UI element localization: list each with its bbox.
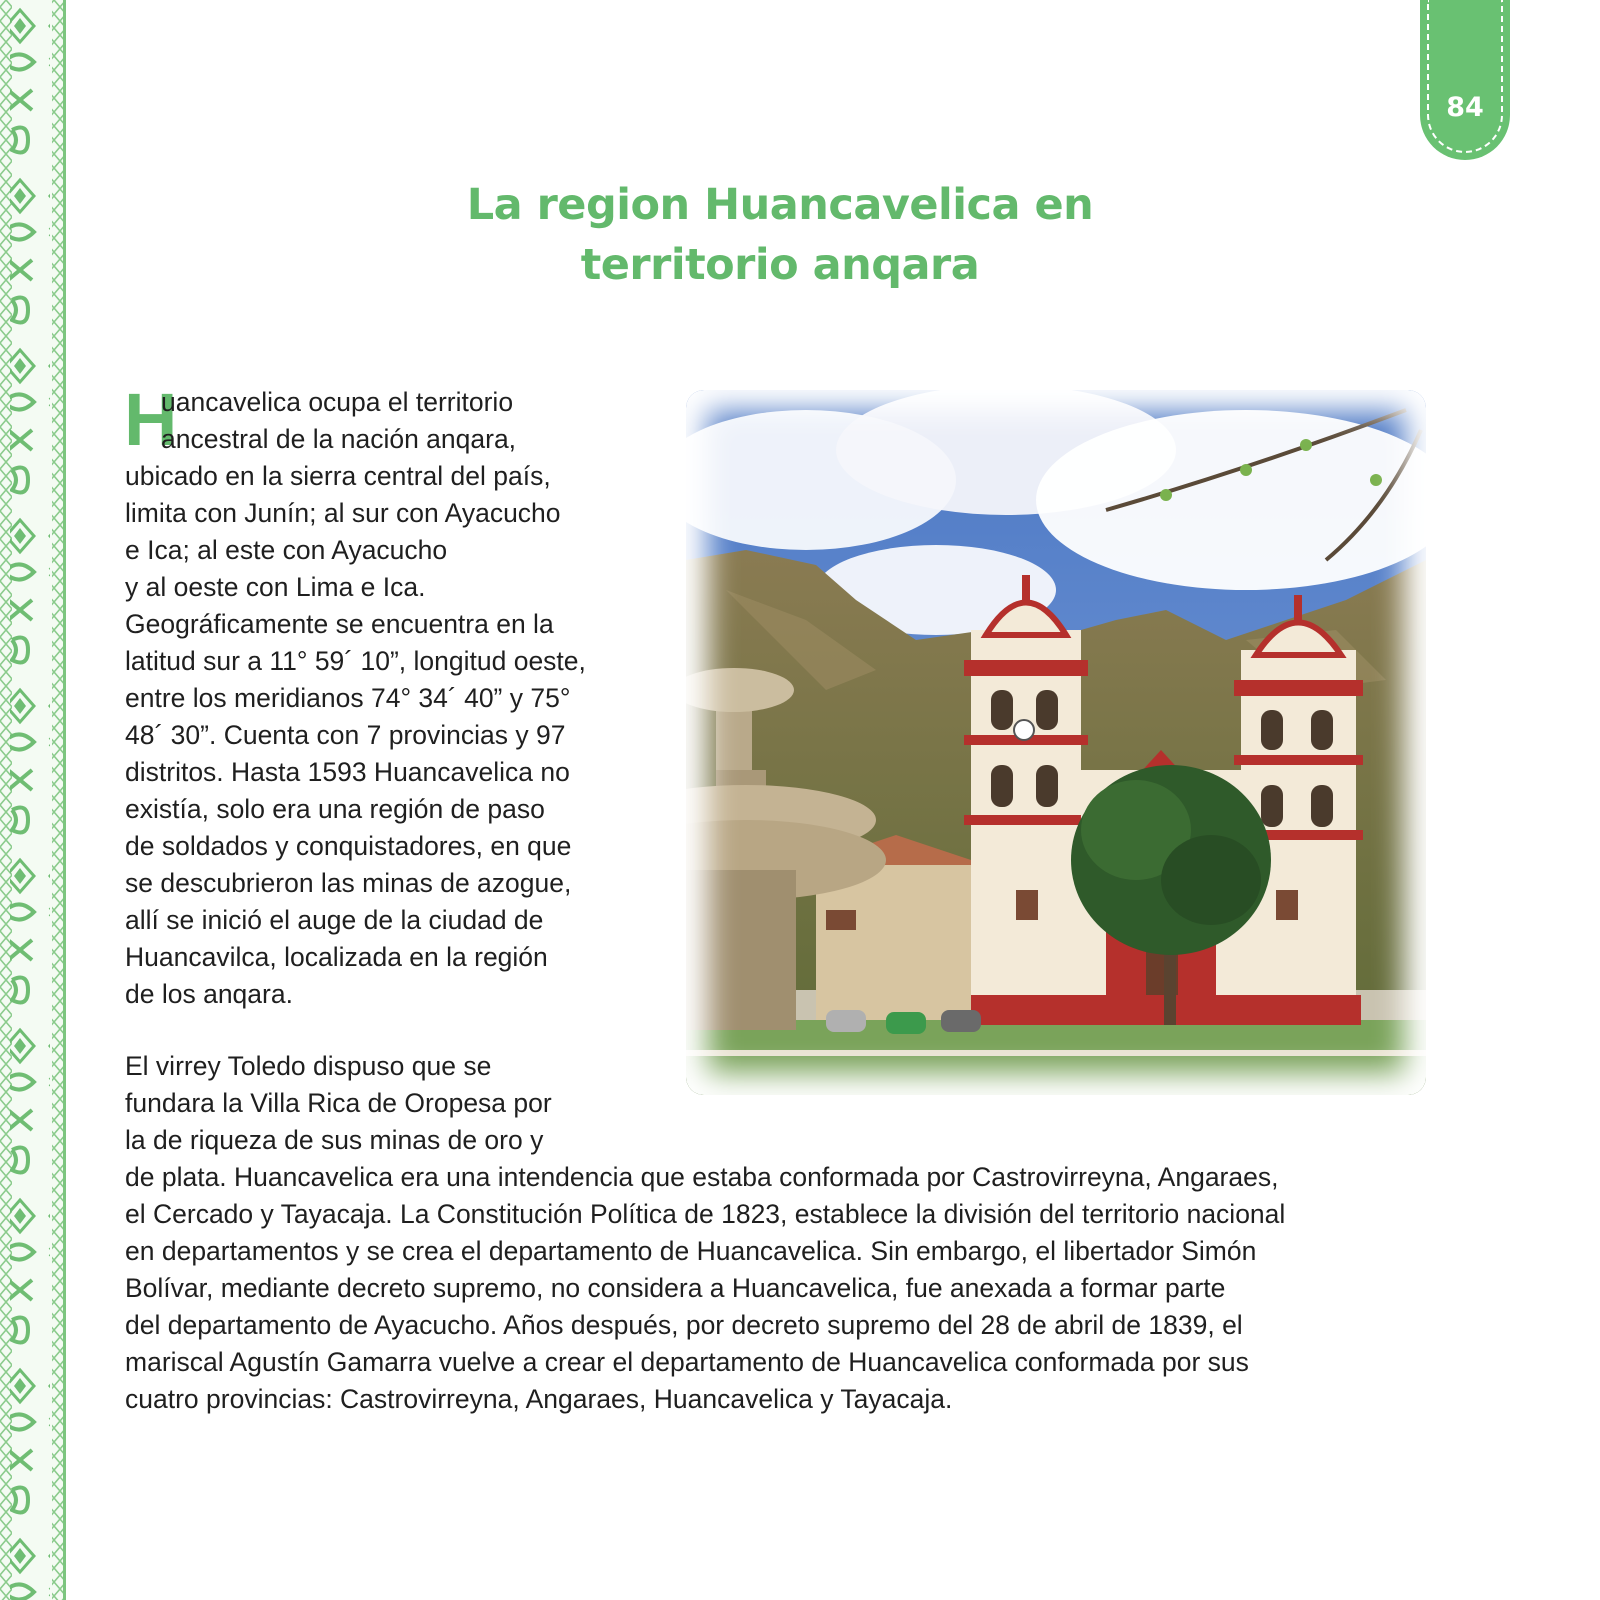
title-line-1: La region Huancavelica en [466, 180, 1094, 230]
paragraph-1-line: latitud sur a 11° 59´ 10”, longitud oeste, [125, 646, 586, 676]
paragraph-1-line: y al oeste con Lima e Ica. [125, 572, 426, 602]
paragraph-1-line: Huancavilca, localizada en la región [125, 942, 548, 972]
paragraph-1-line: existía, solo era una región de paso [125, 794, 545, 824]
paragraph-1-line: distritos. Hasta 1593 Huancavelica no [125, 757, 570, 787]
paragraph-2-line: El virrey Toledo dispuso que se [125, 1051, 492, 1081]
paragraph-1-line: ancestral de la nación anqara, [161, 424, 517, 454]
paragraph-1-line: limita con Junín; al sur con Ayacucho [125, 498, 561, 528]
paragraph-2-line: del departamento de Ayacucho. Años después, por decreto supremo del 28 de abril de 1839, el [125, 1310, 1243, 1340]
paragraph-1-line: de soldados y conquistadores, en que [125, 831, 572, 861]
paragraph-1-line: e Ica; al este con Ayacucho [125, 535, 448, 565]
paragraph-2-line: el Cercado y Tayacaja. La Constitución Política de 1823, establece la división del territorio nacional [125, 1199, 1286, 1229]
paragraph-2-line: de plata. Huancavelica era una intendencia que estaba conformada por Castrovirreyna, Angaraes, [125, 1162, 1279, 1192]
paragraph-2-line: en departamentos y se crea el departamento de Huancavelica. Sin embargo, el libertador Simón [125, 1236, 1257, 1266]
paragraph-2-line: fundara la Villa Rica de Oropesa por [125, 1088, 552, 1118]
woven-pattern-icon [0, 0, 66, 1600]
paragraph-2-line: Bolívar, mediante decreto supremo, no considera a Huancavelica, fue anexada a formar parte [125, 1273, 1226, 1303]
paragraph-2-line: cuatro provincias: Castrovirreyna, Angaraes, Huancavelica y Tayacaja. [125, 1384, 953, 1414]
paragraph-1-line: de los anqara. [125, 979, 293, 1009]
paragraph-1-line: ubicado en la sierra central del país, [125, 461, 551, 491]
paragraph-1-line: uancavelica ocupa el territorio [161, 387, 514, 417]
tab-dashed-outline [1427, 0, 1503, 153]
title-line-2: territorio anqara [580, 240, 980, 290]
decorative-border [0, 0, 66, 1600]
page-number-tab [1420, 0, 1510, 160]
church-photo [686, 390, 1426, 1095]
drop-cap: H [124, 378, 178, 461]
paragraph-1-line: se descubrieron las minas de azogue, [125, 868, 572, 898]
paragraph-1-line: allí se inició el auge de la ciudad de [125, 905, 544, 935]
page-number: 84 [1446, 92, 1484, 123]
paragraph-2-line: la de riqueza de sus minas de oro y [125, 1125, 544, 1155]
paragraph-2-line: mariscal Agustín Gamarra vuelve a crear el departamento de Huancavelica conformada por sus [125, 1347, 1249, 1377]
paragraph-2 [125, 1048, 1285, 1418]
cathedral-image [686, 390, 1426, 1095]
paragraph-1-line: entre los meridianos 74° 34´ 40” y 75° [125, 683, 571, 713]
paragraph-1-line: Geográficamente se encuentra en la [125, 609, 554, 639]
page-title [380, 175, 1180, 295]
paragraph-1 [124, 378, 586, 1013]
paragraph-1-line: 48´ 30”. Cuenta con 7 provincias y 97 [125, 720, 566, 750]
